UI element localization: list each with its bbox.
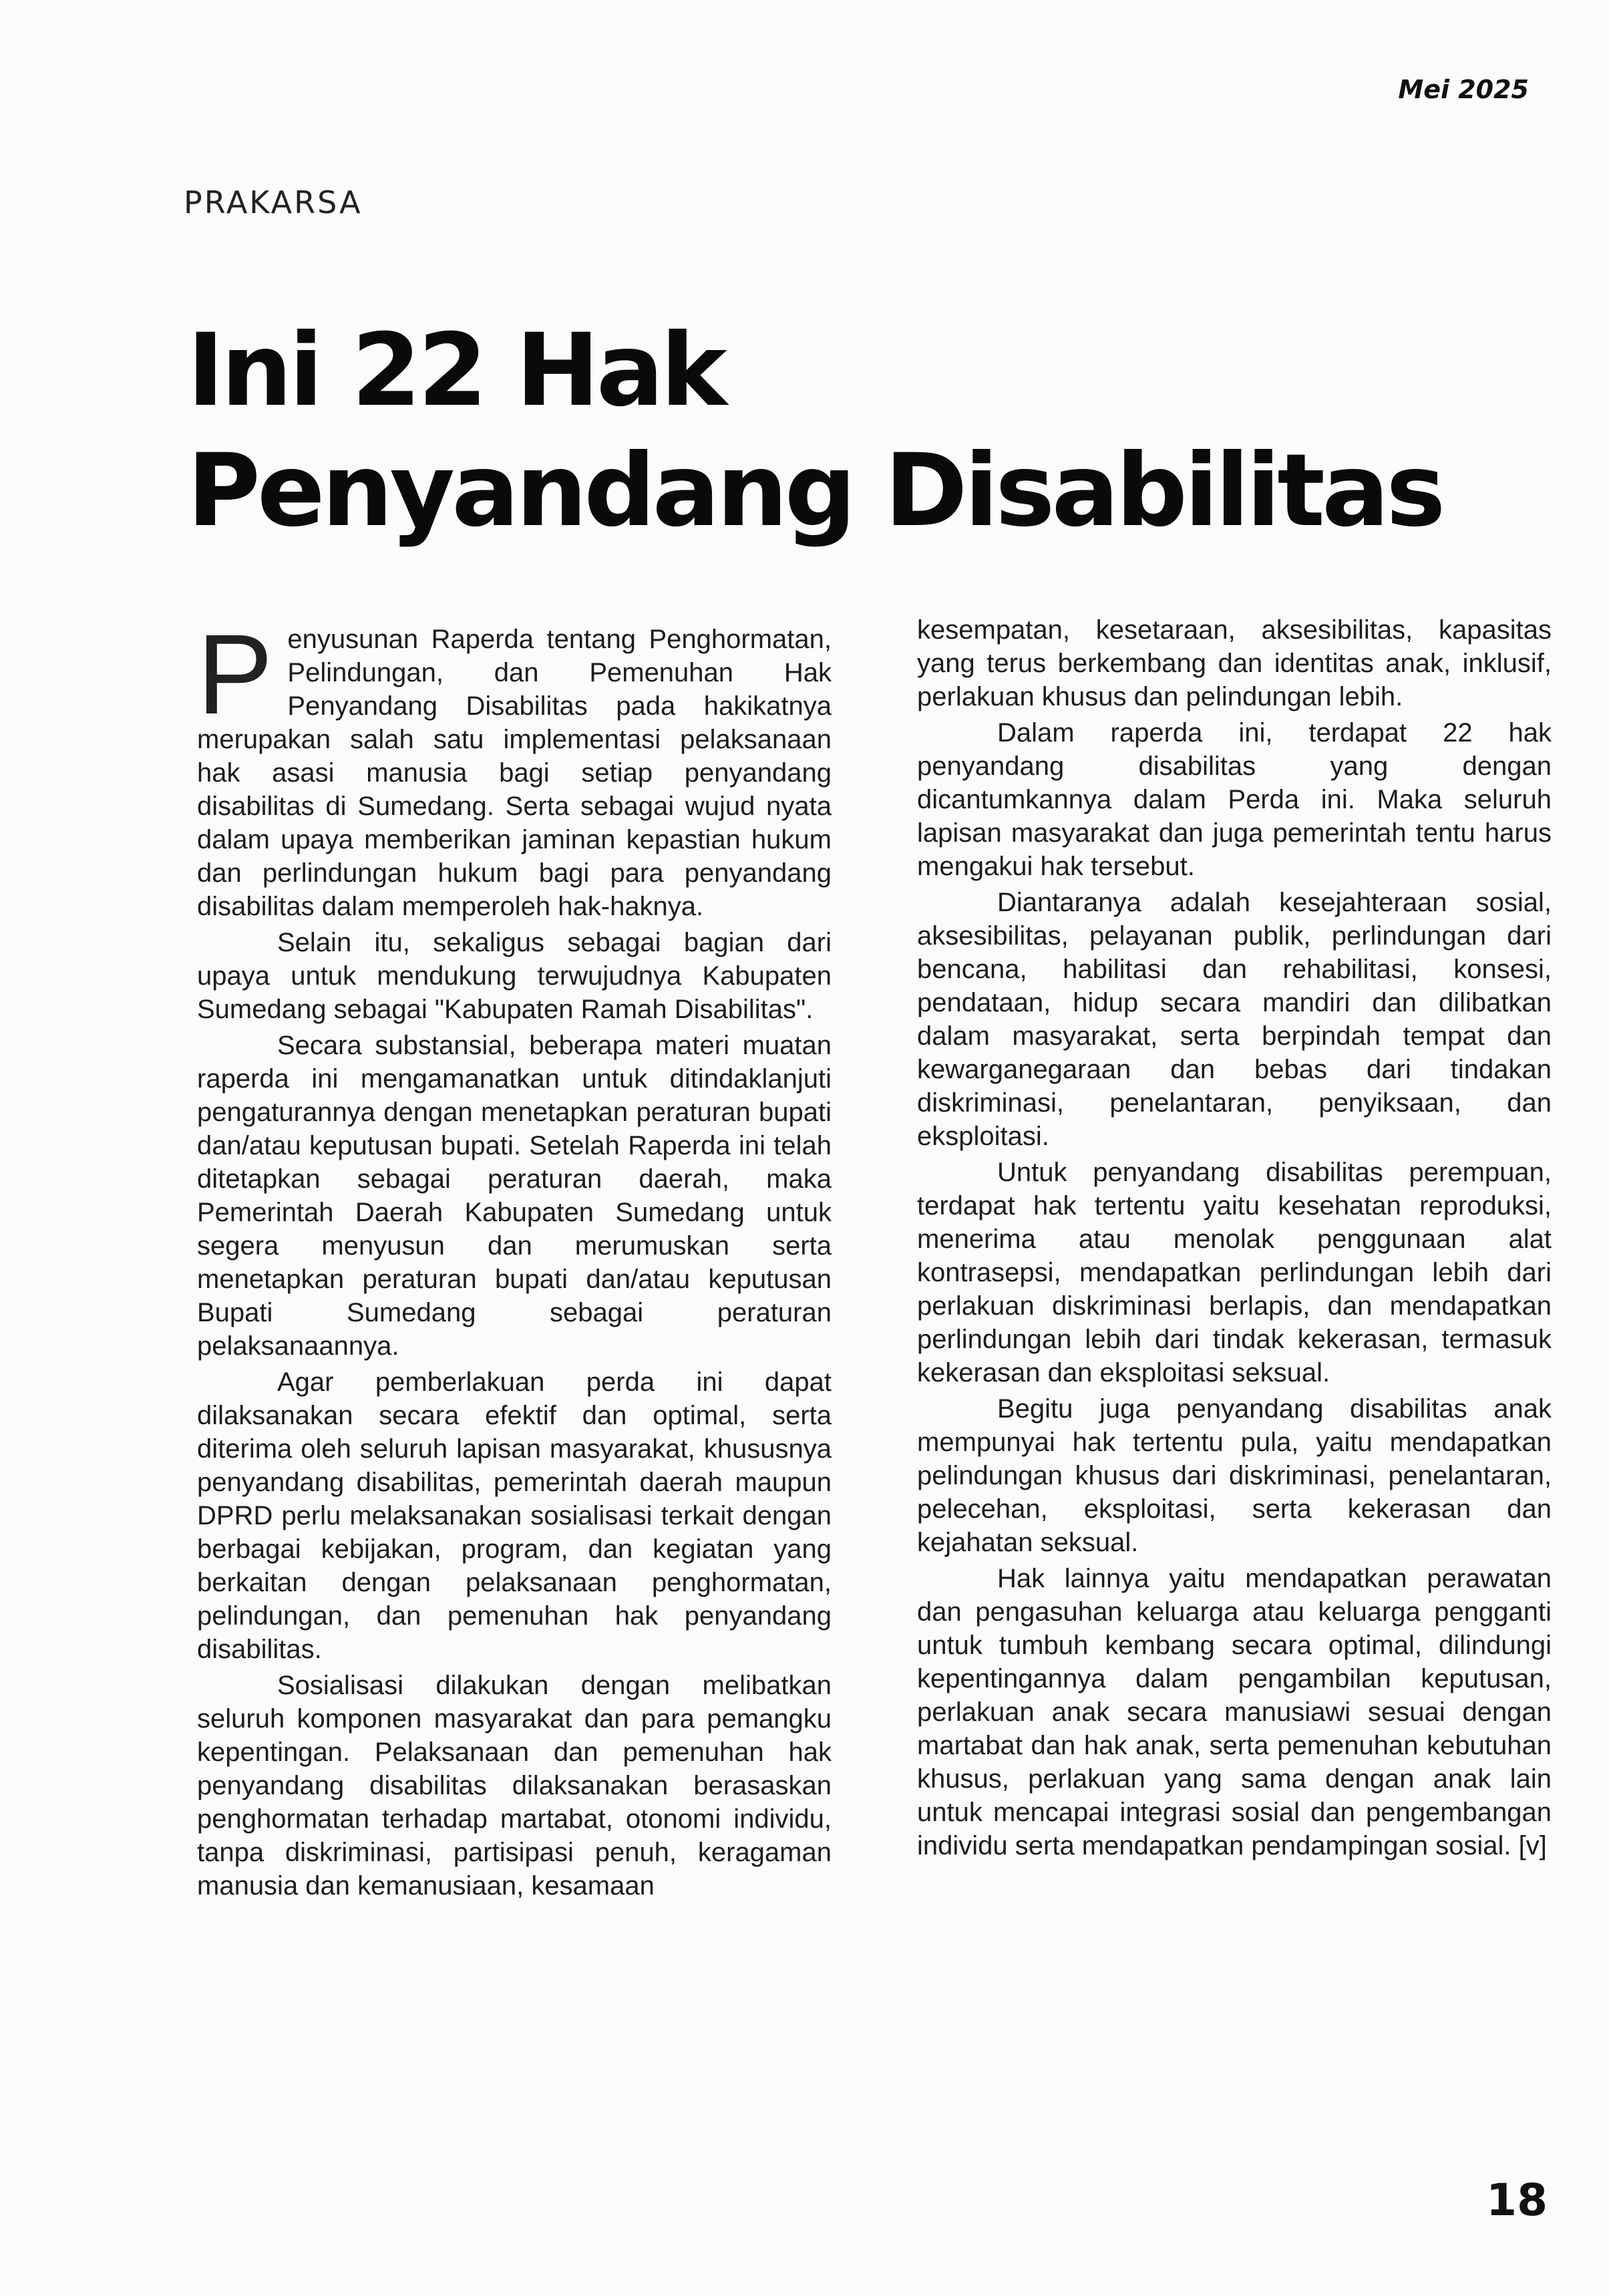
paragraph-8: Diantaranya adalah kesejahteraan sosial, aksesibilitas, pelayanan publik, perlindungan dari bencana, habilitasi dan rehabilitasi, konsesi, pendataan, hidup secara mandiri dan dilibatkan dalam masyarakat, serta berpindah tempat dan kewarganegaraan dan bebas dari tindakan diskriminasi, penelantaran, penyiksaan, dan eksploitasi.	[917, 888, 1552, 1151]
paragraph-1-text: enyusunan Raperda tentang Penghormatan, Pelindungan, dan Pemenuhan Hak Penyandang Disabilitas pada hakikatnya merupakan salah satu implementasi pelaksanaan hak asasi manusia bagi setiap penyandang disabilitas di Sumedang. Serta sebagai wujud nyata dalam upaya memberikan jaminan kepastian hukum dan perlindungan hukum bagi para penyandang disabilitas dalam memperoleh hak-haknya.	[197, 625, 832, 921]
paragraph-11: Hak lainnya yaitu mendapatkan perawatan dan pengasuhan keluarga atau keluarga pengganti untuk tumbuh kembang secara optimal, dilindungi kepentingannya dalam pengambilan keputusan, perlakuan anak secara manusiawi sesuai dengan martabat dan hak anak, serta pemenuhan kebutuhan khusus, perlakuan yang sama dengan anak lain untuk mencapai integrasi sosial dan pengembangan individu serta mendapatkan pendampingan sosial. [v]	[917, 1564, 1552, 1860]
paragraph-2: Selain itu, sekaligus sebagai bagian dari upaya untuk mendukung terwujudnya Kabupaten Sumedang sebagai "Kabupaten Ramah Disabilitas".	[197, 928, 832, 1024]
paragraph-9: Untuk penyandang disabilitas perempuan, terdapat hak tertentu yaitu kesehatan reproduksi, menerima atau menolak penggunaan alat kontrasepsi, mendapatkan perlindungan lebih dari perlakuan diskriminasi berlapis, dan mendapatkan perlindungan lebih dari tindak kekerasan, termasuk kekerasan dan eksploitasi seksual.	[917, 1158, 1552, 1387]
section-label: PRAKARSA	[184, 184, 363, 220]
paragraph-3: Secara substansial, beberapa materi muatan raperda ini mengamanatkan untuk ditindaklanjuti pengaturannya dengan menetapkan peraturan bupati dan/atau keputusan bupati. Setelah Raperda ini telah ditetapkan sebagai peraturan daerah, maka Pemerintah Daerah Kabupaten Sumedang untuk segera menyusun dan merumuskan serta menetapkan peraturan bupati dan/atau keputusan Bupati Sumedang sebagai peraturan pelaksanaannya.	[197, 1031, 832, 1361]
title-line-1: Ini 22 Hak	[187, 313, 724, 429]
paragraph-5: Sosialisasi dilakukan dengan melibatkan seluruh komponen masyarakat dan para pemangku kepentingan. Pelaksanaan dan pemenuhan hak penyandang disabilitas dilaksanakan berasaskan penghormatan terhadap martabat, otonomi individu, tanpa diskriminasi, partisipasi penuh, keragaman manusia dan kemanusiaan, kesamaan	[197, 1671, 832, 1901]
issue-date: Mei 2025	[1398, 75, 1529, 104]
page-number: 18	[1486, 2174, 1548, 2226]
paragraph-6: kesempatan, kesetaraan, aksesibilitas, kapasitas yang terus berkembang dan identitas anak, inklusif, perlakuan khusus dan pelindungan lebih.	[917, 615, 1552, 711]
paragraph-7: Dalam raperda ini, terdapat 22 hak penyandang disabilitas yang dengan dicantumkannya dalam Perda ini. Maka seluruh lapisan masyarakat dan juga pemerintah tentu harus mengakui hak tersebut.	[917, 718, 1552, 881]
left-column	[197, 611, 832, 1905]
drop-cap: P	[197, 611, 273, 738]
paragraph-1	[197, 611, 832, 923]
paragraph-4: Agar pemberlakuan perda ini dapat dilaksanakan secara efektif dan optimal, serta diterima oleh seluruh lapisan masyarakat, khususnya penyandang disabilitas, pemerintah daerah maupun DPRD perlu melaksanakan sosialisasi terkait dengan berbagai kebijakan, program, dan kegiatan yang berkaitan dengan pelaksanaan penghormatan, pelindungan, dan pemenuhan hak penyandang disabilitas.	[197, 1367, 832, 1664]
paragraph-10: Begitu juga penyandang disabilitas anak mempunyai hak tertentu pula, yaitu mendapatkan pelindungan khusus dari diskriminasi, penelantaran, pelecehan, eksploitasi, serta kekerasan dan kejahatan seksual.	[917, 1394, 1552, 1557]
article-title	[187, 311, 1523, 551]
right-column	[917, 613, 1552, 1865]
title-line-2: Penyandang Disabilitas	[187, 433, 1443, 549]
